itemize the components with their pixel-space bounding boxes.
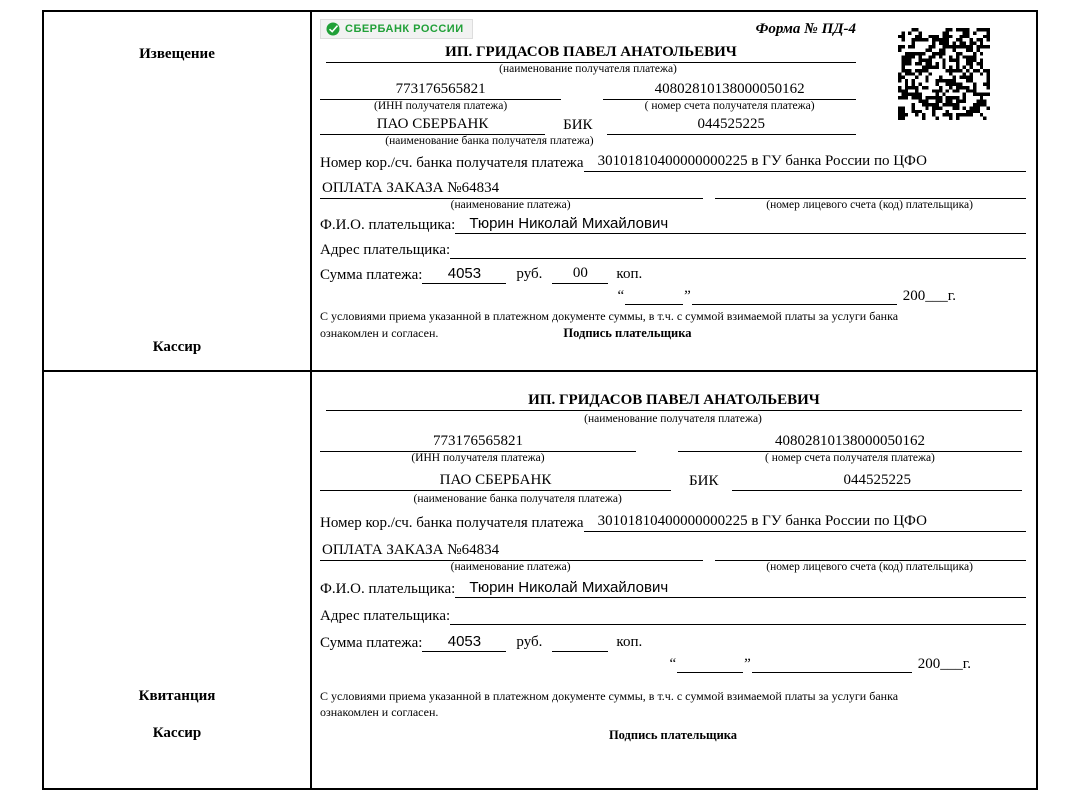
payee-caption: (наименование получателя платежа): [584, 413, 762, 425]
purpose-row: [320, 542, 1026, 561]
bank-logo-text: СБЕРБАНК РОССИИ: [345, 23, 464, 35]
kopeck-value: 00: [552, 265, 608, 284]
inn-account-row: [320, 433, 1022, 452]
bik-value: 044525225: [607, 116, 856, 135]
year-label: 200___г.: [902, 288, 956, 304]
purpose-caption: (наименование платежа): [450, 199, 571, 211]
date-month-blank: [752, 658, 912, 673]
amount-row: [320, 633, 1026, 652]
receipt-cashier-label: Кассир: [152, 725, 202, 741]
account-caption: ( номер счета получателя платежа): [765, 452, 935, 464]
terms-line2-row: [320, 326, 1026, 341]
date-month-blank: [692, 290, 897, 305]
year-label: 200___г.: [917, 656, 971, 672]
payer-address-blank: [450, 606, 1026, 625]
account-value: 40802810138000050162: [603, 81, 856, 100]
bik-label: БИК: [689, 473, 719, 489]
purpose-caption: (наименование платежа): [450, 561, 571, 573]
payer-name-row: [320, 579, 1026, 598]
inn-value: 773176565821: [320, 433, 636, 452]
payer-address-row: [320, 240, 1026, 259]
purpose-captions: [320, 199, 1026, 211]
sberbank-logo-icon: [326, 22, 340, 36]
bank-row: [320, 116, 856, 135]
date-quote-close: ”: [684, 288, 691, 304]
bik-value: 044525225: [732, 472, 1022, 491]
corr-account-label: Номер кор./сч. банка получателя платежа: [320, 155, 584, 171]
date-line: [668, 656, 971, 673]
purpose-captions: [320, 561, 1026, 573]
personal-account-blank: [715, 181, 1026, 199]
payee-name: ИП. ГРИДАСОВ ПАВЕЛ АНАТОЛЬЕВИЧ: [326, 392, 1022, 411]
bank-row: [320, 472, 1022, 491]
personal-account-caption: (номер лицевого счета (код) плательщика): [766, 561, 973, 573]
kopeck-value: [552, 633, 608, 652]
account-caption: ( номер счета получателя платежа): [644, 100, 815, 112]
form-number: Форма № ПД-4: [755, 20, 856, 37]
receipt-section: [312, 372, 1036, 788]
date-day-blank: [625, 290, 683, 305]
receipt-stub-column: [44, 372, 312, 788]
bank-name: ПАО СБЕРБАНК: [320, 116, 545, 135]
corr-account-label: Номер кор./сч. банка получателя платежа: [320, 515, 584, 531]
inn-caption: (ИНН получателя платежа): [411, 452, 545, 464]
bik-label: БИК: [563, 117, 593, 133]
payer-address-label: Адрес плательщика:: [320, 608, 451, 624]
payer-name-label: Ф.И.О. плательщика:: [320, 581, 456, 597]
payer-address-label: Адрес плательщика:: [320, 242, 451, 258]
amount-label: Сумма платежа:: [320, 267, 423, 283]
payer-name-row: [320, 215, 1026, 234]
amount-value: 4053: [422, 265, 506, 284]
signature-label: Подпись плательщика: [608, 728, 738, 743]
date-quote-close: ”: [744, 656, 751, 672]
terms-line1: С условиями приема указанной в платежном документе суммы, в т.ч. с суммой взимаемой платы за услуги банка: [320, 689, 899, 703]
payer-address-row: [320, 606, 1026, 625]
inn-caption: (ИНН получателя платежа): [373, 100, 508, 112]
corr-account-value: 30101810400000000225 в ГУ банка России по ЦФО: [584, 513, 1026, 532]
date-line: [616, 288, 956, 305]
receipt-stub-labels: [139, 688, 216, 742]
sberbank-logo: [320, 19, 473, 39]
notice-stub-column: [44, 12, 312, 372]
corr-account-value: 30101810400000000225 в ГУ банка России по ЦФО: [584, 153, 1026, 172]
inn-account-row: [320, 81, 856, 100]
rub-label: руб.: [516, 634, 543, 650]
date-day-blank: [677, 658, 743, 673]
bank-caption: (наименование банка получателя платежа): [413, 493, 622, 505]
kopeck-label: коп.: [616, 634, 643, 650]
account-value: 40802810138000050162: [678, 433, 1022, 452]
signature-label: Подпись плательщика: [563, 325, 692, 340]
payer-name-value: Тюрин Николай Михайлович: [455, 215, 1026, 234]
payer-address-blank: [450, 240, 1026, 259]
terms-line1: С условиями приема указанной в платежном документе суммы, в т.ч. с суммой взимаемой платы за услуги банка: [320, 309, 899, 323]
receipt-section-label: Квитанция: [138, 688, 216, 704]
corr-account-row: [320, 513, 1026, 532]
date-quote-open: “: [617, 288, 625, 304]
corr-account-row: [320, 153, 1026, 172]
payee-name: ИП. ГРИДАСОВ ПАВЕЛ АНАТОЛЬЕВИЧ: [326, 44, 856, 63]
rub-label: руб.: [516, 266, 543, 282]
payee-caption: (наименование получателя платежа): [499, 63, 677, 75]
terms-line2: ознакомлен и согласен.: [320, 325, 439, 340]
notice-section: [312, 12, 1036, 372]
payment-purpose: ОПЛАТА ЗАКАЗА №64834: [320, 542, 703, 561]
personal-account-caption: (номер лицевого счета (код) плательщика): [766, 199, 973, 211]
notice-cashier-label: Кассир: [152, 339, 202, 355]
inn-account-captions: [320, 100, 856, 112]
bank-caption: (наименование банка получателя платежа): [385, 135, 594, 147]
pd4-form-document: [42, 10, 1038, 790]
amount-row: [320, 265, 1026, 284]
inn-account-captions: [320, 452, 1022, 464]
qr-code: [898, 28, 990, 120]
date-quote-open: “: [669, 656, 677, 672]
payer-name-value: Тюрин Николай Михайлович: [455, 579, 1026, 598]
amount-label: Сумма платежа:: [320, 635, 423, 651]
personal-account-blank: [715, 543, 1026, 561]
amount-value: 4053: [422, 633, 506, 652]
payer-name-label: Ф.И.О. плательщика:: [320, 217, 456, 233]
bank-name: ПАО СБЕРБАНК: [320, 472, 671, 491]
inn-value: 773176565821: [320, 81, 561, 100]
notice-section-label: Извещение: [139, 46, 215, 62]
kopeck-label: коп.: [616, 266, 643, 282]
payment-purpose: ОПЛАТА ЗАКАЗА №64834: [320, 180, 703, 199]
purpose-row: [320, 180, 1026, 199]
terms-line2: ознакомлен и согласен.: [320, 704, 439, 719]
